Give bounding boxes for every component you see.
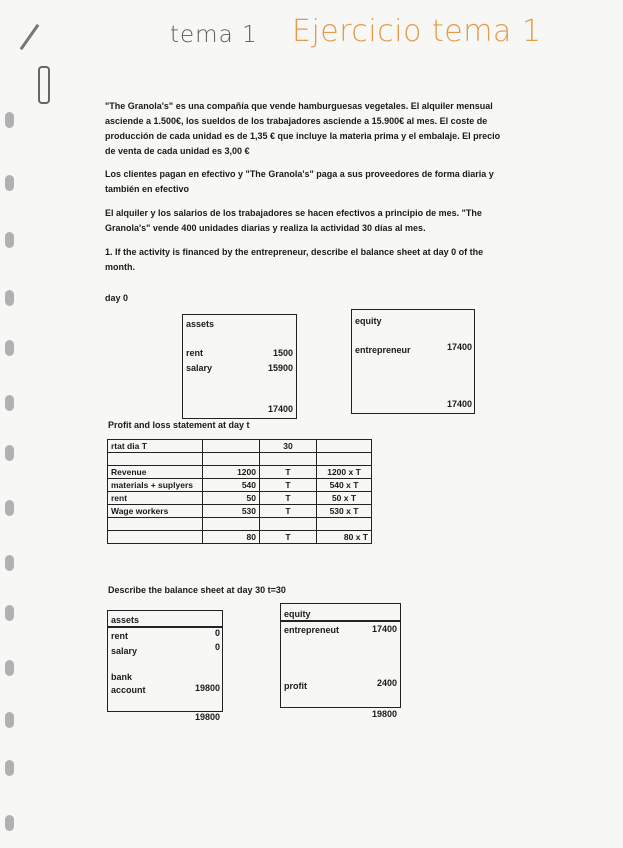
clip-mark (38, 66, 50, 104)
day30-title: Describe the balance sheet at day 30 t=30 (108, 585, 286, 595)
binder-hole (5, 660, 14, 676)
table-cell (203, 440, 260, 453)
pl-title: Profit and loss statement at day t (108, 420, 250, 430)
binder-hole (5, 500, 14, 516)
table-cell (260, 518, 317, 531)
intro-paragraph-1: "The Granola's" es una compañía que vende hamburguesas vegetales. El alquiler mensual asciende a 1.500€, los sueldos de los trabajadores asciende a 15.900€ al mes. El coste de producción de cada unidad es de 1,35 € que incluye la materia prima y el embalaje. El precio de venta de cada unidad es 3,00 € (105, 101, 501, 156)
table-cell: T (260, 531, 317, 544)
table-row (108, 492, 372, 505)
day0-label: day 0 (105, 293, 129, 303)
equity-total-30: 19800 (371, 709, 397, 719)
table-cell (260, 453, 317, 466)
bank-label: bank (111, 672, 133, 682)
equity-header-line (280, 620, 401, 622)
table-cell (203, 453, 260, 466)
intro-paragraph-2: Los clientes pagan en efectivo y "The Granola's" paga a sus proveedores de forma diaria y también en efectivo (105, 169, 494, 194)
table-row (108, 440, 372, 453)
rent-label-30: rent (111, 631, 129, 641)
equity-header: equity (355, 316, 382, 326)
table-cell: 50 (203, 492, 260, 505)
binder-hole (5, 445, 14, 461)
rent-value-30: 0 (214, 628, 220, 638)
binder-hole (5, 605, 14, 621)
assets-total-30: 19800 (194, 712, 220, 722)
binder-hole (5, 175, 14, 191)
table-cell (108, 531, 203, 544)
equity-header-30: equity (284, 609, 311, 619)
salary-value: 15900 (267, 363, 293, 373)
table-cell (203, 518, 260, 531)
title-left: tema 1 (170, 22, 258, 48)
salary-label: salary (186, 363, 213, 373)
table-cell: T (260, 492, 317, 505)
binder-hole (5, 815, 14, 831)
binder-hole (5, 290, 14, 306)
table-row (108, 479, 372, 492)
table-cell: Wage workers (108, 505, 203, 518)
assets-header-30: assets (111, 615, 140, 625)
table-cell: materials + suplyers (108, 479, 203, 492)
table-row (108, 453, 372, 466)
table-cell: T (260, 505, 317, 518)
table-cell: 1200 (203, 466, 260, 479)
table-cell: 1200 x T (317, 466, 372, 479)
salary-label-30: salary (111, 646, 138, 656)
entrepreneur-label-30: entrepreneut (284, 625, 340, 635)
assets-header: assets (186, 319, 215, 329)
profit-label: profit (284, 681, 307, 691)
pen-mark (20, 24, 40, 50)
entrepreneur-label: entrepreneur (355, 345, 411, 355)
rent-label: rent (186, 348, 204, 358)
table-cell: 540 (203, 479, 260, 492)
table-row (108, 466, 372, 479)
account-label: account (111, 685, 146, 695)
binder-hole (5, 112, 14, 128)
table-cell (317, 440, 372, 453)
table-row (108, 518, 372, 531)
table-cell: T (260, 466, 317, 479)
table-cell: 30 (260, 440, 317, 453)
rent-value: 1500 (272, 348, 293, 358)
table-cell: 50 x T (317, 492, 372, 505)
table-cell (317, 453, 372, 466)
binder-hole (5, 712, 14, 728)
table-cell: 530 (203, 505, 260, 518)
table-cell: 540 x T (317, 479, 372, 492)
table-row (108, 505, 372, 518)
table-cell: 80 x T (317, 531, 372, 544)
pl-table (107, 439, 372, 544)
table-cell: T (260, 479, 317, 492)
title-right: Ejercicio tema 1 (292, 14, 542, 49)
table-cell: 530 x T (317, 505, 372, 518)
table-cell: 80 (203, 531, 260, 544)
table-cell: rtat dia T (108, 440, 203, 453)
table-row (108, 531, 372, 544)
equity-total: 17400 (446, 399, 472, 409)
bank-value: 19800 (194, 683, 220, 693)
binder-hole (5, 395, 14, 411)
binder-hole (5, 340, 14, 356)
binder-hole (5, 555, 14, 571)
question-1: 1. If the activity is financed by the entrepreneur, describe el balance sheet at day 0 of the month. (105, 247, 484, 272)
table-cell (108, 518, 203, 531)
table-cell: rent (108, 492, 203, 505)
table-cell (317, 518, 372, 531)
assets-total: 17400 (267, 404, 293, 414)
binder-hole (5, 232, 14, 248)
table-cell (108, 453, 203, 466)
salary-value-30: 0 (214, 642, 220, 652)
intro-paragraph-3: El alquiler y los salarios de los trabajadores se hacen efectivos a principio de mes. "The Granola's" vende 400 unidades diarias y realiza la actividad 30 días al mes. (105, 208, 482, 233)
table-cell: Revenue (108, 466, 203, 479)
binder-hole (5, 760, 14, 776)
entrepreneur-value-30: 17400 (371, 624, 397, 634)
profit-value: 2400 (376, 678, 397, 688)
entrepreneur-value: 17400 (446, 342, 472, 352)
